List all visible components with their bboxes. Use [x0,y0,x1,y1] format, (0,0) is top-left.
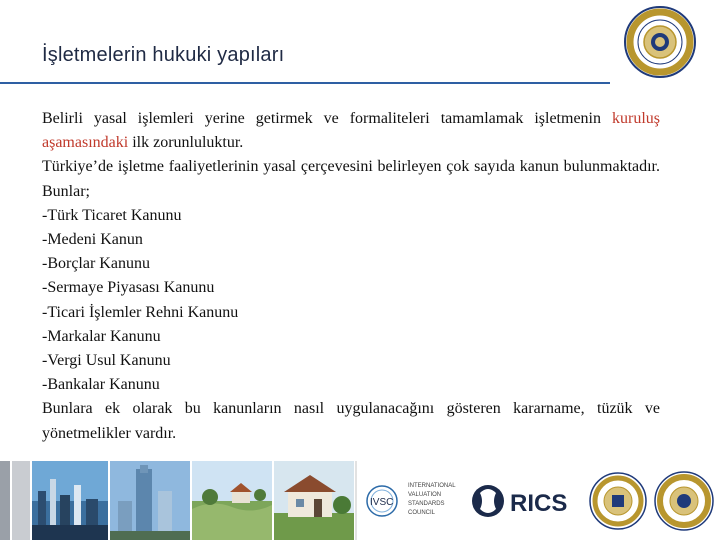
paragraph-closing: Bunlara ek olarak bu kanunların nasıl uygulanacağını gösteren kararname, tüzük ve yönetmelikler vardır. [42,400,660,442]
ankara-university-seal-footer-icon [652,461,716,540]
svg-text:STANDARDS: STANDARDS [408,501,445,507]
law-item: -Borçlar Kanunu [42,255,150,273]
paragraph-intro: Belirli yasal işlemleri yerine getirmek ve formaliteleri tamamlamak işletmenin kuruluş aşamasındaki ilk zorunluluktur. [42,110,660,152]
countryside-photo [192,461,272,540]
ankara-university-seal-icon [624,6,696,78]
highlight-kurulus: kuruluş aşamasındaki [42,110,660,152]
footer-accent-bar [0,461,10,540]
university-seal-icon [588,461,648,540]
tower-photo [110,461,190,540]
ivsc-label: IVSC [370,497,394,508]
law-item: -Medeni Kanun [42,231,143,249]
svg-text:COUNCIL: COUNCIL [408,510,436,516]
law-item: -Markalar Kanunu [42,327,161,345]
law-item: -Türk Ticaret Kanunu [42,206,182,224]
rics-label: RICS [510,490,568,517]
title-rule [0,82,610,84]
law-item: -Bankalar Kanunu [42,376,160,394]
city-skyline-photo [32,461,108,540]
law-item: -Ticari İşlemler Rehni Kanunu [42,303,239,321]
footer-accent-bar-light [12,461,30,540]
rics-logo [466,461,582,540]
paragraph-laws-intro: Türkiye’de işletme faaliyetlerinin yasal çerçevesini belirleyen çok sayıda kanun bulunmaktadır. Bunlar; [42,158,660,200]
house-photo [274,461,354,540]
slide-body [42,107,660,446]
slide-title: İşletmelerin hukuki yapıları [42,44,285,66]
ivsc-logo [362,461,462,540]
svg-text:VALUATION: VALUATION [408,492,442,498]
footer-divider [355,461,357,540]
law-item: -Sermaye Piyasası Kanunu [42,279,215,297]
law-item: -Vergi Usul Kanunu [42,352,171,370]
svg-text:INTERNATIONAL: INTERNATIONAL [408,483,456,489]
